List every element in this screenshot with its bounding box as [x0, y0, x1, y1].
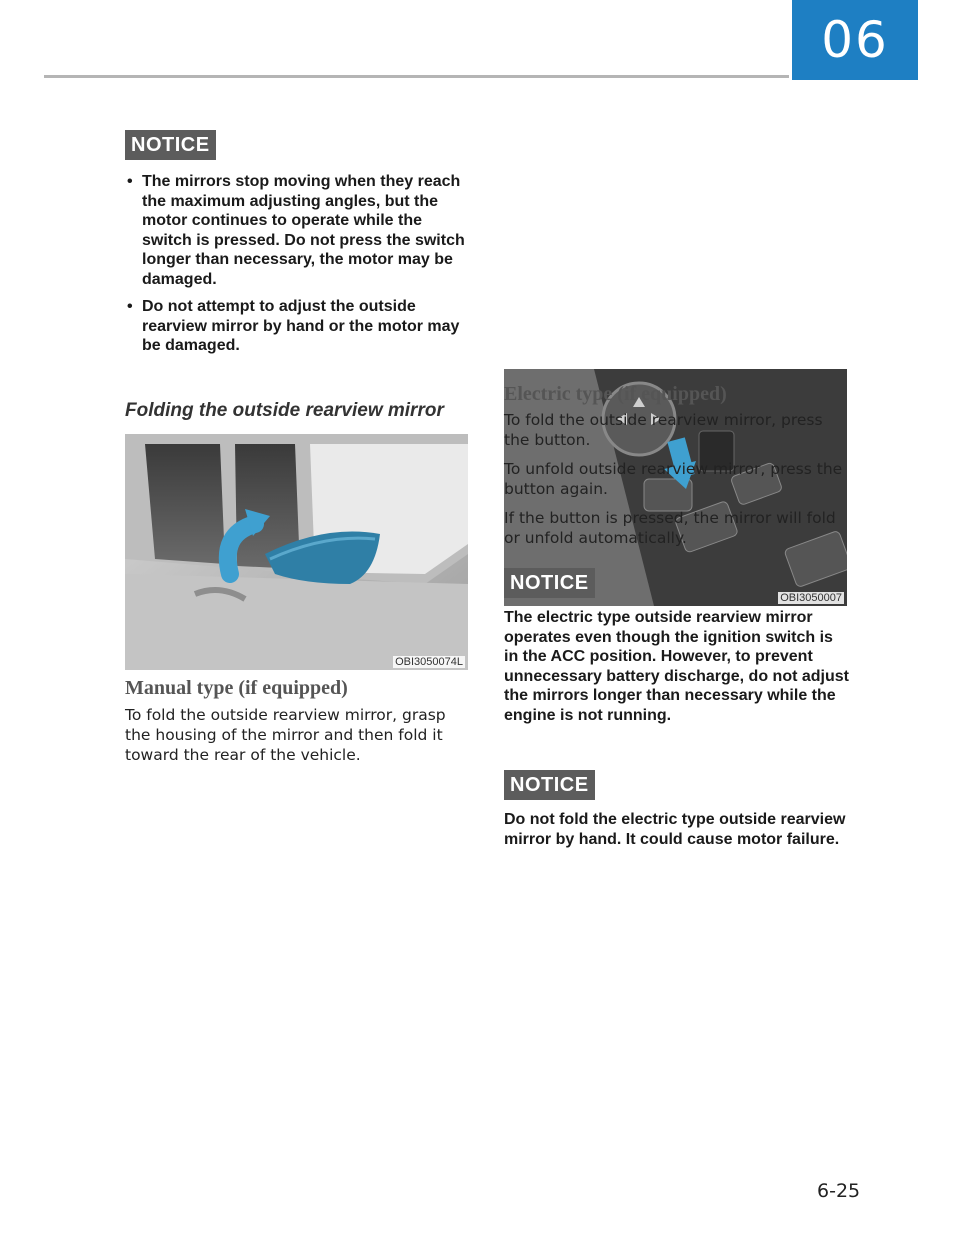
manual-type-title: Manual type (if equipped) [125, 677, 348, 699]
electric-paragraph: To unfold outside rearview mirror, press the button again. [504, 460, 843, 498]
manual-type-text: To fold the outside rearview mirror, grasp the housing of the mirror and then fold it toward the rear of the vehicle. [125, 706, 446, 764]
notice-block-1 [504, 568, 849, 725]
notice-item: • Do not attempt to adjust the outside rearview mirror by hand or the motor may be damaged. [125, 297, 470, 356]
notice-text: The electric type outside rearview mirror operates even though the ignition switch is in the ACC position. However, to prevent unnecessary battery discharge, do not adjust the mirrors longer than necessary while the engine is not running. [504, 609, 849, 724]
left-column [125, 130, 470, 364]
figure-code: OBI3050007 [780, 592, 842, 604]
notice-badge: NOTICE [125, 130, 216, 160]
electric-paragraph: To fold the outside rearview mirror, press the button. [504, 411, 823, 449]
notice-badge: NOTICE [504, 770, 595, 800]
electric-type-title: Electric type (if equipped) [504, 383, 727, 405]
notice-item: • The mirrors stop moving when they reach the maximum adjusting angles, but the motor continues to operate while the switch is pressed. Do not press the switch longer than necessary, the motor may be damaged. [125, 172, 470, 289]
section-title: Folding the outside rearview mirror [125, 400, 444, 421]
chapter-tab: 06 [792, 0, 918, 80]
notice-text: Do not fold the electric type outside rearview mirror by hand. It could cause motor failure. [504, 811, 846, 848]
figure-code: OBI3050074L [395, 656, 463, 668]
mirror-manual-figure [125, 434, 468, 670]
notice-list [125, 172, 470, 356]
car-side-illustration [125, 434, 468, 670]
electric-paragraph: If the button is pressed, the mirror will fold or unfold automatically. [504, 509, 836, 547]
page-number: 6-25 [817, 1180, 861, 1202]
notice-badge: NOTICE [504, 568, 595, 598]
electric-type-body [504, 410, 849, 548]
header-rule [44, 75, 789, 78]
notice-block-2 [504, 770, 849, 849]
